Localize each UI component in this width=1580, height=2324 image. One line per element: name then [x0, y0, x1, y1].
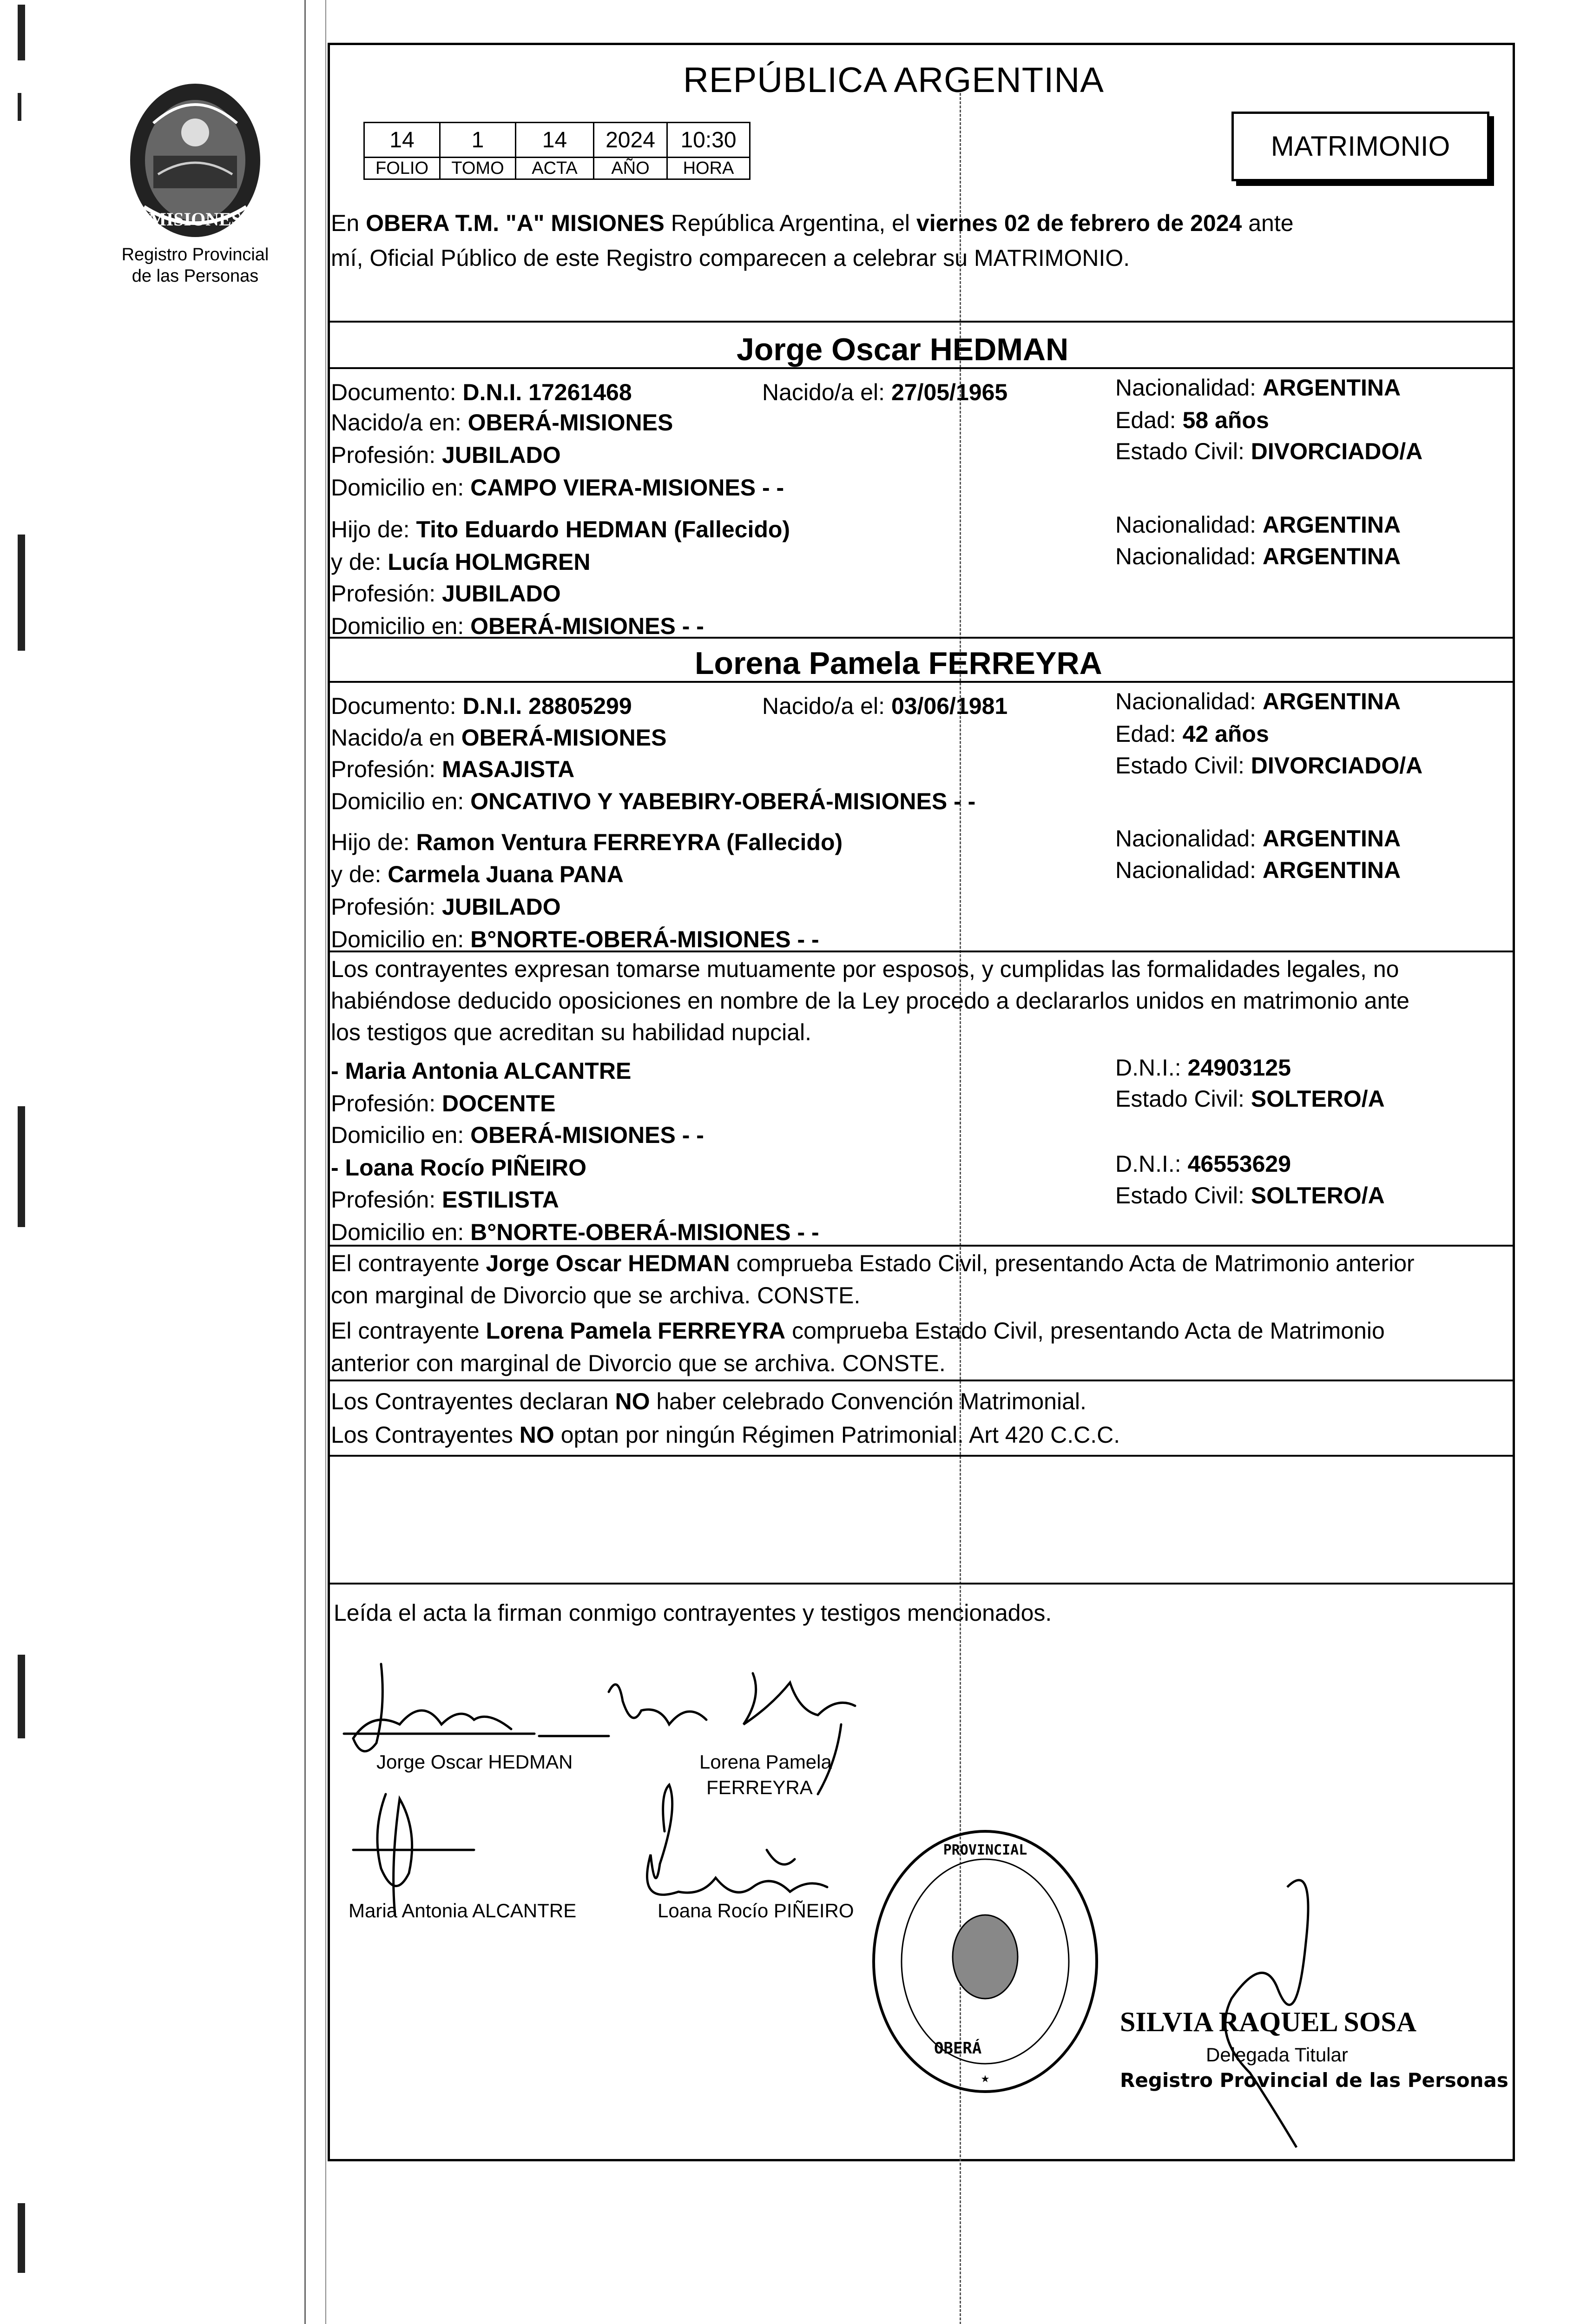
hora-value: 10:30	[667, 123, 750, 158]
act-type-box	[1231, 112, 1489, 181]
tomo-value: 1	[440, 123, 516, 158]
divider	[328, 637, 1515, 639]
witness2-dni: D.N.I.: 46553629	[1115, 1151, 1291, 1177]
witness1-address: Domicilio en: OBERÁ-MISIONES - -	[331, 1122, 704, 1148]
witness1-name: - Maria Antonia ALCANTRE	[331, 1058, 632, 1084]
divider	[328, 1583, 1515, 1585]
svg-text:MISIONES: MISIONES	[148, 209, 242, 230]
folio-value: 14	[364, 123, 440, 158]
witness2-civil-status: Estado Civil: SOLTERO/A	[1115, 1182, 1385, 1208]
ano-label: AÑO	[594, 158, 667, 179]
proof1-line1: El contrayente Jorge Oscar HEDMAN comprueba Estado Civil, presentando Acta de Matrimonio anterior	[331, 1250, 1415, 1276]
scan-mark	[18, 2203, 25, 2273]
sig1-caption: Jorge Oscar HEDMAN	[376, 1751, 573, 1773]
ano-value: 2024	[594, 123, 667, 158]
witness1-profession: Profesión: DOCENTE	[331, 1090, 556, 1116]
scan-mark	[18, 5, 25, 60]
witness1-dni: D.N.I.: 24903125	[1115, 1055, 1291, 1081]
intro-line-2: mí, Oficial Público de este Registro comparecen a celebrar su MATRIMONIO.	[331, 245, 1130, 271]
spouse1-father: Hijo de: Tito Eduardo HEDMAN (Fallecido)	[331, 516, 790, 542]
reading-statement: Leída el acta la firman conmigo contrayentes y testigos mencionados.	[334, 1600, 1052, 1626]
spouse1-name: Jorge Oscar HEDMAN	[737, 332, 1069, 367]
spouse2-name: Lorena Pamela FERREYRA	[695, 646, 1102, 681]
sig2-caption-line1: Lorena Pamela	[699, 1751, 832, 1773]
acta-value: 14	[516, 123, 594, 158]
margin-line	[325, 0, 326, 2324]
spouse2-doc: Documento: D.N.I. 28805299	[331, 693, 632, 719]
registry-stamp	[864, 1822, 1106, 2101]
spouse2-born: Nacido/a el: 03/06/1981	[762, 693, 1008, 719]
spouse1-mother: y de: Lucía HOLMGREN	[331, 549, 591, 575]
spouse2-mother-nationality: Nacionalidad: ARGENTINA	[1115, 857, 1401, 883]
spouse1-doc: Documento: D.N.I. 17261468	[331, 379, 632, 405]
margin-line	[304, 0, 306, 2324]
spouse1-mother-nationality: Nacionalidad: ARGENTINA	[1115, 543, 1401, 569]
hora-label: HORA	[667, 158, 750, 179]
declaration-line: los testigos que acreditan su habilidad nupcial.	[331, 1019, 812, 1045]
proof2-line1: El contrayente Lorena Pamela FERREYRA comprueba Estado Civil, presentando Acta de Matrimonio	[331, 1318, 1385, 1344]
official-role: Delegada Titular	[1206, 2044, 1348, 2066]
divider	[328, 1245, 1515, 1247]
proof1-line2: con marginal de Divorcio que se archiva. CONSTE.	[331, 1282, 861, 1308]
folio-table	[363, 122, 750, 180]
act-type: MATRIMONIO	[1271, 131, 1450, 162]
spouse2-profession: Profesión: MASAJISTA	[331, 756, 575, 782]
spouse1-born: Nacido/a el: 27/05/1965	[762, 379, 1008, 405]
agreement-line-2: Los Contrayentes NO optan por ningún Régimen Patrimonial. Art 420 C.C.C.	[331, 1422, 1120, 1448]
stamp-inner-text: OBERÁ	[934, 2039, 982, 2058]
acta-label: ACTA	[516, 158, 594, 179]
declaration-line: habiéndose deducido oposiciones en nombre de la Ley procedo a declararlos unidos en matrimonio ante	[331, 988, 1409, 1014]
agreement-line-1: Los Contrayentes declaran NO haber celebrado Convención Matrimonial.	[331, 1388, 1086, 1414]
sig3-caption: Maria Antonia ALCANTRE	[349, 1900, 577, 1921]
republic-title: REPÚBLICA ARGENTINA	[683, 60, 1104, 100]
svg-text:★: ★	[981, 2070, 990, 2086]
spouse1-birthplace: Nacido/a en: OBERÁ-MISIONES	[331, 409, 673, 436]
spouse2-father: Hijo de: Ramon Ventura FERREYRA (Fallecido)	[331, 829, 843, 855]
tomo-label: TOMO	[440, 158, 516, 179]
scan-mark	[18, 1106, 25, 1227]
divider	[328, 681, 1515, 683]
spouse1-parent-address: Domicilio en: OBERÁ-MISIONES - -	[331, 613, 704, 639]
spouse2-father-nationality: Nacionalidad: ARGENTINA	[1115, 825, 1401, 852]
spouse1-profession: Profesión: JUBILADO	[331, 442, 561, 468]
divider	[328, 1380, 1515, 1381]
witness2-name: - Loana Rocío PIÑEIRO	[331, 1155, 587, 1181]
witness2-profession: Profesión: ESTILISTA	[331, 1187, 559, 1213]
declaration-line: Los contrayentes expresan tomarse mutuamente por esposos, y cumplidas las formalidades legales, no	[331, 956, 1399, 982]
spouse2-parent-profession: Profesión: JUBILADO	[331, 894, 561, 920]
official-name: SILVIA RAQUEL SOSA	[1120, 2007, 1417, 2037]
spouse2-address: Domicilio en: ONCATIVO Y YABEBIRY-OBERÁ-MISIONES - -	[331, 788, 976, 814]
divider	[328, 321, 1515, 323]
scan-mark	[18, 1655, 25, 1738]
spouse1-parent-profession: Profesión: JUBILADO	[331, 581, 561, 607]
scan-mark	[18, 535, 25, 651]
spouse2-parent-address: Domicilio en: B°NORTE-OBERÁ-MISIONES - -	[331, 926, 819, 952]
sig4-caption: Loana Rocío PIÑEIRO	[658, 1900, 854, 1921]
spouse2-mother: y de: Carmela Juana PANA	[331, 861, 624, 887]
spouse1-father-nationality: Nacionalidad: ARGENTINA	[1115, 512, 1401, 538]
divider	[328, 367, 1515, 369]
org-name: Registro Provincial de las Personas	[121, 245, 269, 286]
spouse1-age: Edad: 58 años	[1115, 407, 1269, 433]
scan-mark	[18, 93, 21, 121]
divider	[328, 1455, 1515, 1457]
spouse2-birthplace: Nacido/a en OBERÁ-MISIONES	[331, 725, 667, 751]
witness1-civil-status: Estado Civil: SOLTERO/A	[1115, 1086, 1385, 1112]
intro-line-1: En OBERA T.M. "A" MISIONES República Argentina, el viernes 02 de febrero de 2024 ante	[331, 210, 1294, 236]
proof2-line2: anterior con marginal de Divorcio que se archiva. CONSTE.	[331, 1350, 946, 1376]
handwritten-signatures	[335, 1655, 920, 2096]
spouse2-nationality: Nacionalidad: ARGENTINA	[1115, 688, 1401, 714]
sig2-caption-line2: FERREYRA	[706, 1776, 813, 1798]
official-org: Registro Provincial de las Personas	[1120, 2069, 1508, 2092]
spouse1-civil-status: Estado Civil: DIVORCIADO/A	[1115, 438, 1423, 464]
province-seal-logo	[125, 81, 265, 242]
divider	[328, 951, 1515, 952]
spouse1-address: Domicilio en: CAMPO VIERA-MISIONES - -	[331, 475, 784, 501]
folio-label: FOLIO	[364, 158, 440, 179]
spouse2-age: Edad: 42 años	[1115, 721, 1269, 747]
witness2-address: Domicilio en: B°NORTE-OBERÁ-MISIONES - -	[331, 1219, 819, 1245]
spouse1-nationality: Nacionalidad: ARGENTINA	[1115, 375, 1401, 401]
spouse2-civil-status: Estado Civil: DIVORCIADO/A	[1115, 753, 1423, 779]
svg-text:PROVINCIAL: PROVINCIAL	[943, 1842, 1027, 1858]
